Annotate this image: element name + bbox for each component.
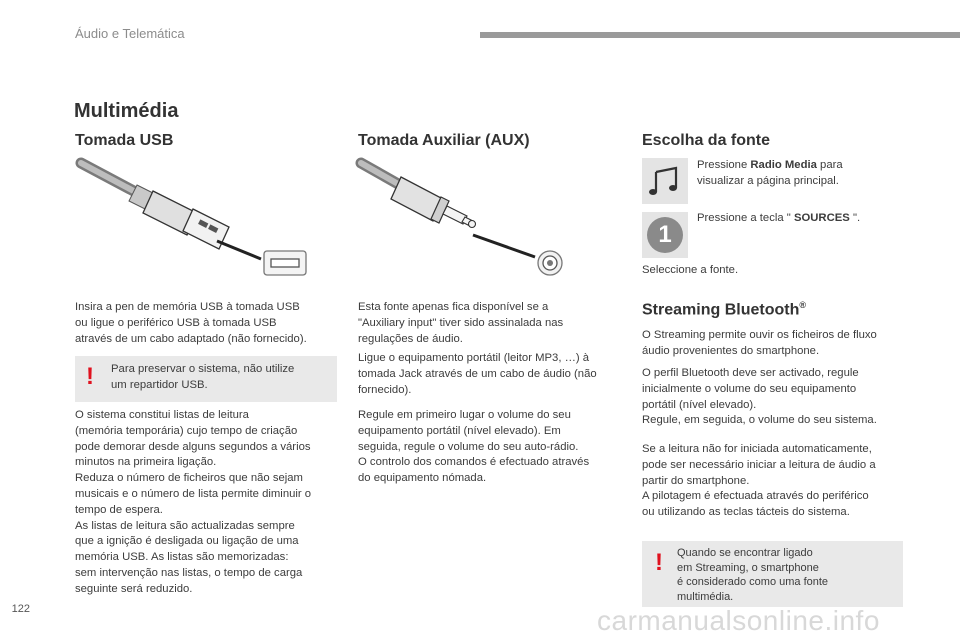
usb-paragraph-2 (75, 408, 345, 598)
text-line: O controlo dos comandos é efectuado através (358, 456, 590, 469)
page-title: Multimédia (74, 100, 179, 122)
text-line: minutos na primeira ligação. (75, 456, 217, 469)
bluetooth-paragraph-1 (642, 328, 917, 360)
step-number-badge: 1 (647, 217, 683, 253)
text-line: O Streaming permite ouvir os ficheiros de fluxo (642, 329, 877, 341)
radio-media-label: Radio Media (750, 159, 817, 171)
text-line: pode ser necessário iniciar a leitura de áudio a (642, 458, 876, 471)
text-line: O perfil Bluetooth deve ser activado, regule (642, 367, 859, 379)
note-line: multimédia. (677, 590, 734, 603)
text-line: sem intervenção nas listas, o tempo de carga (75, 566, 303, 579)
section-header-title: Áudio e Telemática (75, 26, 185, 41)
bluetooth-warning-note (642, 541, 903, 607)
page-number: 122 (11, 603, 30, 615)
registered-mark: ® (799, 300, 806, 310)
text-line: "Auxiliary input" tiver sido assinalada nas (358, 316, 564, 329)
aux-paragraph-1 (358, 300, 628, 347)
watermark: carmanualsonline.info (597, 605, 880, 636)
text-line: Ligue o equipamento portátil (leitor MP3, …) à (358, 352, 590, 364)
text-line: regulações de áudio. (358, 332, 463, 345)
text-line: partir do smartphone. (642, 474, 750, 487)
usb-warning-note (75, 356, 337, 402)
text-line: A pilotagem é efectuada através do periférico (642, 490, 869, 503)
text-line: fornecido). (358, 383, 412, 396)
text-line: musicais e o número de lista permite diminuir o (75, 487, 312, 500)
aux-paragraph-3 (358, 408, 628, 487)
note-line: é considerado como uma fonte (677, 576, 829, 588)
bluetooth-heading-text: Streaming Bluetooth (642, 301, 800, 319)
radio-media-key (642, 158, 688, 204)
note-line: Quando se encontrar ligado (677, 547, 813, 559)
note-line: Para preservar o sistema, não utilize (111, 363, 295, 375)
text-line: Pressione (697, 159, 751, 171)
header-bar (480, 32, 960, 38)
text-line: Pressione a tecla " (697, 212, 794, 224)
usb-plug-illustration (75, 155, 315, 280)
text-line: memória USB. As listas são memorizadas: (75, 551, 289, 564)
text-line: pode demorar desde alguns segundos a vários (75, 440, 311, 453)
text-line: ou utilizando as teclas tácteis do sistema. (642, 506, 850, 519)
text-line: ". (849, 212, 861, 224)
text-line: tempo de espera. (75, 503, 163, 516)
text-line: Insira a pen de memória USB à tomada USB (75, 301, 300, 313)
text-line: Reduza o número de ficheiros que não sejam (75, 472, 303, 485)
text-line: que a ignição é desligada ou ligação de uma (75, 535, 299, 548)
source-heading: Escolha da fonte (642, 132, 771, 149)
warning-icon: ! (86, 363, 94, 390)
note-line: um repartidor USB. (111, 378, 208, 391)
text-line: Regule em primeiro lugar o volume do seu (358, 409, 571, 421)
note-line: em Streaming, o smartphone (677, 561, 819, 574)
sources-key (642, 212, 688, 258)
sources-label: SOURCES (793, 212, 850, 224)
source-step-3: Seleccione a fonte. (642, 264, 739, 276)
text-line: ou ligue o periférico USB à tomada USB (75, 316, 277, 329)
aux-heading: Tomada Auxiliar (AUX) (358, 132, 530, 149)
text-line: tomada Jack através de um cabo de áudio (não (358, 367, 597, 380)
text-line: para (816, 159, 843, 171)
music-note-icon (642, 158, 688, 204)
text-line: visualizar a página principal. (697, 174, 839, 187)
aux-paragraph-2 (358, 351, 628, 398)
text-line: através de um cabo adaptado (não fornecido). (75, 332, 307, 345)
bluetooth-paragraph-3 (642, 442, 917, 521)
text-line: Esta fonte apenas fica disponível se a (358, 301, 549, 313)
text-line: do equipamento nómada. (358, 472, 487, 485)
text-line: seguinte será reduzido. (75, 582, 193, 595)
usb-paragraph-1 (75, 300, 345, 347)
text-line: Se a leitura não for iniciada automaticamente, (642, 443, 872, 455)
source-step-2 (697, 211, 897, 227)
text-line: equipamento portátil (nível elevado). Em (358, 424, 561, 437)
text-line: O sistema constitui listas de leitura (75, 409, 249, 421)
text-line: (memória temporária) cujo tempo de criação (75, 424, 298, 437)
bluetooth-heading (642, 300, 806, 319)
warning-icon: ! (655, 549, 663, 576)
source-step-1 (697, 158, 897, 190)
text-line: Regule, em seguida, o volume do seu sistema. (642, 414, 877, 427)
usb-heading: Tomada USB (75, 132, 174, 149)
text-line: seguida, regule o volume do seu auto-rádio. (358, 440, 579, 453)
text-line: inicialmente o volume do seu equipamento (642, 382, 857, 395)
text-line: As listas de leitura são actualizadas sempre (75, 519, 295, 532)
text-line: portátil (nível elevado). (642, 398, 757, 411)
aux-jack-illustration (355, 155, 575, 280)
bluetooth-paragraph-2 (642, 366, 917, 429)
text-line: áudio provenientes do smartphone. (642, 344, 820, 357)
